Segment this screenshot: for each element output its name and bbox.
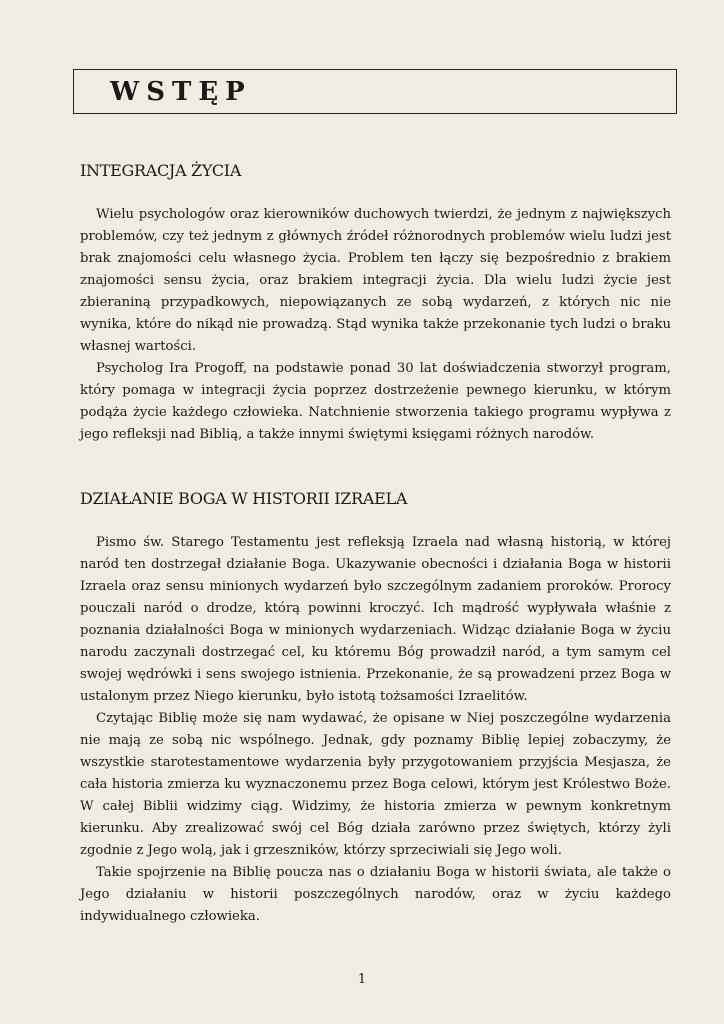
title-box: [73, 69, 677, 114]
page-number: 1: [357, 972, 367, 987]
paragraph: Wielu psychologów oraz kierowników duchowych twierdzi, że jednym z największych problemów, czy też jednym z głównych źródeł różnorodnych problemów wielu ludzi jest brak znajomości celu własnego życia. Problem ten łączy się bezpośrednio z brakiem znajomości sensu życia, oraz brakiem integracji życia. Dla wielu ludzi życie jest zbieraniną przypadkowych, niepowiązanych ze sobą wydarzeń, z których nic nie wynika, które do nikąd nie prowadzą. Stąd wynika także przekonanie tych ludzi o braku własnej wartości.: [80, 207, 671, 354]
section-heading-integracja: INTEGRACJA ŻYCIA: [80, 161, 242, 180]
section-body-dzialanie-boga: [80, 532, 671, 928]
page-title: WSTĘP: [110, 77, 252, 107]
paragraph: Pismo św. Starego Testamentu jest refleksją Izraela nad własną historią, w której naród ten dostrzegał działanie Boga. Ukazywanie obecności i działania Boga w historii Izraela oraz sensu minionych wydarzeń było szczególnym zadaniem proroków. Prorocy pouczali naród o drodze, którą powinni kroczyć. Ich mądrość wypływała właśnie z poznania działalności Boga w minionych wydarzeniach. Widząc działanie Boga w życiu narodu zaczynali dostrzegać cel, ku któremu Bóg prowadził naród, a tym samym cel swojej wędrówki i sens swojego istnienia. Przekonanie, że są prowadzeni przez Boga w ustalonym przez Niego kierunku, było istotą tożsamości Izraelitów.: [80, 535, 671, 704]
paragraph: Takie spojrzenie na Biblię poucza nas o działaniu Boga w historii świata, ale także o Jego działaniu w historii poszczególnych narodów, oraz w życiu każdego indywidualnego człowieka.: [80, 865, 671, 924]
section-body-integracja: [80, 204, 671, 446]
section-heading-dzialanie-boga: DZIAŁANIE BOGA W HISTORII IZRAELA: [80, 489, 408, 508]
paragraph: Czytając Biblię może się nam wydawać, że opisane w Niej poszczególne wydarzenia nie mają ze sobą nic wspólnego. Jednak, gdy poznamy Biblię lepiej zobaczymy, że wszystkie starotestamentowe wydarzenia były przygotowaniem przyjścia Mesjasza, że cała historia zmierza ku wyznaczonemu przez Boga celowi, którym jest Królestwo Boże. W całej Biblii widzimy ciąg. Widzimy, że historia zmierza w pewnym konkretnym kierunku. Aby zrealizować swój cel Bóg działa zarówno przez świętych, którzy żyli zgodnie z Jego wolą, jak i grzeszników, którzy sprzeciwiali się Jego woli.: [80, 711, 671, 858]
paragraph: Psycholog Ira Progoff, na podstawie ponad 30 lat doświadczenia stworzył program, który pomaga w integracji życia poprzez dostrzeżenie pewnego kierunku, w którym podąża życie każdego człowieka. Natchnienie stworzenia takiego programu wypływa z jego refleksji nad Biblią, a także innymi świętymi księgami różnych narodów.: [80, 361, 671, 442]
